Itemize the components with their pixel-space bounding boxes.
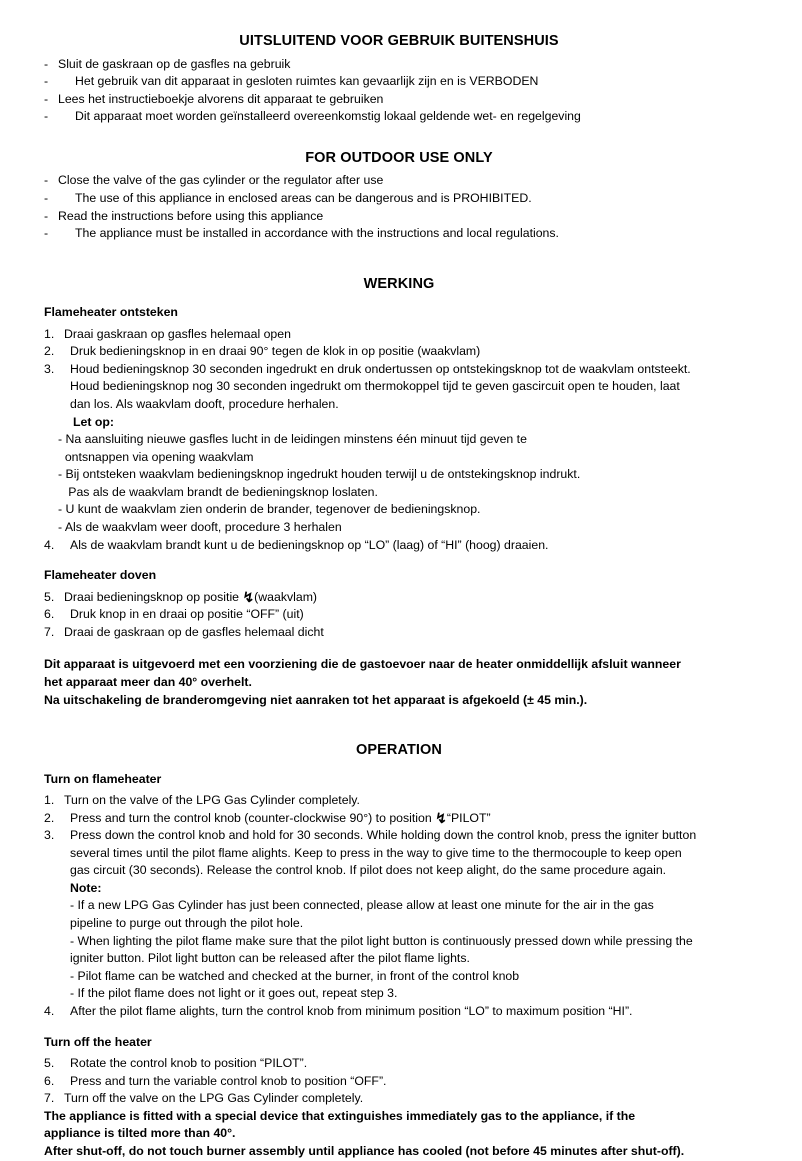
step-text: Houd bedieningsknop 30 seconden ingedrukt en druk ondertussen op ontstekingsknop tot de waakvlam ontsteekt. [70, 361, 691, 376]
note-line: - U kunt de waakvlam zien onderin de brander, tegenover de bedieningsknop. [58, 502, 481, 517]
subheading-flameheater-doven: Flameheater doven [44, 568, 157, 583]
bullet-text: Het gebruik van dit apparaat in gesloten ruimtes kan gevaarlijk zijn en is VERBODEN [75, 74, 539, 89]
step-text-after: “PILOT” [446, 810, 491, 825]
step-text: Druk knop in en draai op positie “OFF” (uit) [70, 607, 304, 622]
list-item [44, 827, 754, 845]
step-text: Press and turn the variable control knob to position “OFF”. [70, 1073, 387, 1088]
top-spacer [44, 0, 754, 34]
bullet-text: The use of this appliance in enclosed areas can be dangerous and is PROHIBITED. [75, 190, 532, 205]
step-number: 7. [44, 1091, 55, 1106]
step-number: 4. [44, 1004, 55, 1019]
step-number: 3. [44, 361, 55, 376]
step-number: 1. [44, 792, 55, 807]
note-line: igniter button. Pilot light button can be released after the pilot flame lights. [70, 951, 470, 966]
step-text: Turn on the valve of the LPG Gas Cylinder completely. [64, 792, 360, 807]
step-number: 3. [44, 828, 55, 843]
list-item [44, 792, 754, 810]
list-item [44, 172, 754, 190]
note-label: Note: [70, 880, 102, 895]
note-line: - When lighting the pilot flame make sure that the pilot light button is continuously pressed down while pressing the [70, 933, 693, 948]
step-text [70, 810, 754, 828]
note-label: Let op: [73, 414, 114, 429]
step-number: 1. [44, 326, 55, 341]
step-text-before: Draai bedieningsknop op positie [64, 589, 243, 604]
heading-werking: WERKING [363, 275, 435, 292]
section-outdoor-nl [44, 34, 754, 126]
subheading-flameheater-ontsteken: Flameheater ontsteken [44, 305, 178, 320]
bullet-marker: - [44, 74, 49, 89]
bullet-marker: - [44, 56, 49, 71]
note-line: - Pilot flame can be watched and checked at the burner, in front of the control knob [70, 968, 520, 983]
list-item [44, 343, 754, 361]
warning-line: het apparaat meer dan 40° overhelt. [44, 674, 252, 689]
step-continuation-line: gas circuit (30 seconds). Release the control knob. If pilot does not keep alight, do the same procedure again. [70, 863, 667, 878]
bullet-text: Close the valve of the gas cylinder or the regulator after use [58, 173, 384, 188]
list-item [44, 208, 754, 226]
step-continuation-line: dan los. Als waakvlam dooft, procedure herhalen. [70, 396, 339, 411]
step-number: 4. [44, 537, 55, 552]
note-line: pipeline to purge out through the pilot hole. [70, 916, 304, 931]
step-number: 5. [44, 1055, 55, 1070]
note-line: Pas als de waakvlam brandt de bedieningsknop loslaten. [58, 484, 378, 499]
list-item [44, 1090, 754, 1108]
step-text: Turn off the valve on the LPG Gas Cylinder completely. [64, 1091, 364, 1106]
step-number: 2. [44, 810, 55, 825]
list-item [44, 606, 754, 624]
heading-outdoor-nl: UITSLUITEND VOOR GEBRUIK BUITENSHUIS [239, 33, 559, 49]
list-item [44, 624, 754, 642]
bullet-marker: - [44, 208, 49, 223]
note-line: ontsnappen via opening waakvlam [58, 449, 254, 464]
list-item [44, 225, 754, 243]
warning-line: Dit apparaat is uitgevoerd met een voorziening die de gastoevoer naar de heater onmiddellijk afsluit wanneer [44, 657, 681, 672]
step-text: Als de waakvlam brandt kunt u de bedieningsknop op “LO” (laag) of “HI” (hoog) draaien. [70, 537, 549, 552]
list-item [44, 190, 754, 208]
step-number: 2. [44, 344, 55, 359]
heading-outdoor-en: FOR OUTDOOR USE ONLY [305, 149, 493, 166]
bullet-marker: - [44, 190, 49, 205]
step-number: 6. [44, 607, 55, 622]
section-outdoor-en [44, 151, 754, 243]
bullet-marker: - [44, 109, 49, 124]
list-item [44, 73, 754, 91]
step-text [64, 589, 754, 607]
list-item [44, 537, 754, 555]
step-text-after: (waakvlam) [254, 589, 318, 604]
heading-operation: OPERATION [355, 742, 443, 759]
warning-line: Na uitschakeling de branderomgeving niet aanraken tot het apparaat is afgekoeld (± 45 min.). [44, 692, 588, 707]
list-item [44, 1055, 754, 1073]
step-number: 7. [44, 624, 55, 639]
step-text: Press down the control knob and hold for 30 seconds. While holding down the control knob, press the igniter button [70, 828, 697, 843]
step-number: 6. [44, 1073, 55, 1088]
list-item [44, 91, 754, 109]
bullet-text: The appliance must be installed in accordance with the instructions and local regulations. [75, 226, 559, 241]
warning-line: appliance is tilted more than 40°. [44, 1126, 236, 1141]
section-operation [44, 743, 754, 1160]
step-continuation-line: several times until the pilot flame alights. Keep to press in the way to give time to the thermocouple to keep open [70, 845, 682, 860]
step-number: 5. [44, 589, 55, 604]
subheading-turn-on-flameheater: Turn on flameheater [44, 771, 162, 786]
step-text: Draai de gaskraan op de gasfles helemaal dicht [64, 624, 324, 639]
step-text: Druk bedieningsknop in en draai 90° tegen de klok in op positie (waakvlam) [70, 344, 481, 359]
lightning-bolt-icon: ↯ [435, 809, 447, 826]
list-item [44, 810, 754, 828]
list-item [44, 361, 754, 379]
subheading-turn-off-the-heater: Turn off the heater [44, 1034, 152, 1049]
bullet-marker: - [44, 173, 49, 188]
note-line: - Bij ontsteken waakvlam bedieningsknop ingedrukt houden terwijl u de ontstekingsknop indrukt. [58, 467, 581, 482]
note-line: - Na aansluiting nieuwe gasfles lucht in de leidingen minstens één minuut tijd geven te [58, 432, 527, 447]
list-item [44, 1073, 754, 1091]
section-werking [44, 277, 754, 709]
lightning-bolt-icon: ↯ [242, 588, 255, 605]
list-item [44, 1003, 754, 1021]
note-line: - If the pilot flame does not light or it goes out, repeat step 3. [70, 986, 398, 1001]
list-item [44, 56, 754, 74]
note-line: - Als de waakvlam weer dooft, procedure 3 herhalen [58, 520, 342, 535]
list-item [44, 326, 754, 344]
note-line: - If a new LPG Gas Cylinder has just been connected, please allow at least one minute for the air in the gas [70, 898, 654, 913]
bullet-text: Lees het instructieboekje alvorens dit apparaat te gebruiken [58, 91, 384, 106]
bullet-marker: - [44, 91, 49, 106]
step-continuation-line: Houd bedieningsknop nog 30 seconden ingedrukt om thermokoppel tijd te geven gascircuit open te houden, laat [70, 379, 680, 394]
step-text: Rotate the control knob to position “PILOT”. [70, 1055, 308, 1070]
list-item [44, 108, 754, 126]
warning-line: The appliance is fitted with a special device that extinguishes immediately gas to the appliance, if the [44, 1108, 636, 1123]
list-item [44, 589, 754, 607]
bullet-marker: - [44, 226, 49, 241]
bullet-text: Sluit de gaskraan op de gasfles na gebruik [58, 56, 291, 71]
step-text-before: Press and turn the control knob (counter-clockwise 90°) to position [70, 810, 436, 825]
bullet-text: Dit apparaat moet worden geïnstalleerd overeenkomstig lokaal geldende wet- en regelgeving [75, 109, 581, 124]
step-text: After the pilot flame alights, turn the control knob from minimum position “LO” to maximum position “HI”. [70, 1004, 633, 1019]
step-text: Draai gaskraan op gasfles helemaal open [64, 326, 291, 341]
bullet-text: Read the instructions before using this appliance [58, 208, 324, 223]
warning-line: After shut-off, do not touch burner assembly until appliance has cooled (not before 45 minutes after shut-off). [44, 1143, 685, 1158]
